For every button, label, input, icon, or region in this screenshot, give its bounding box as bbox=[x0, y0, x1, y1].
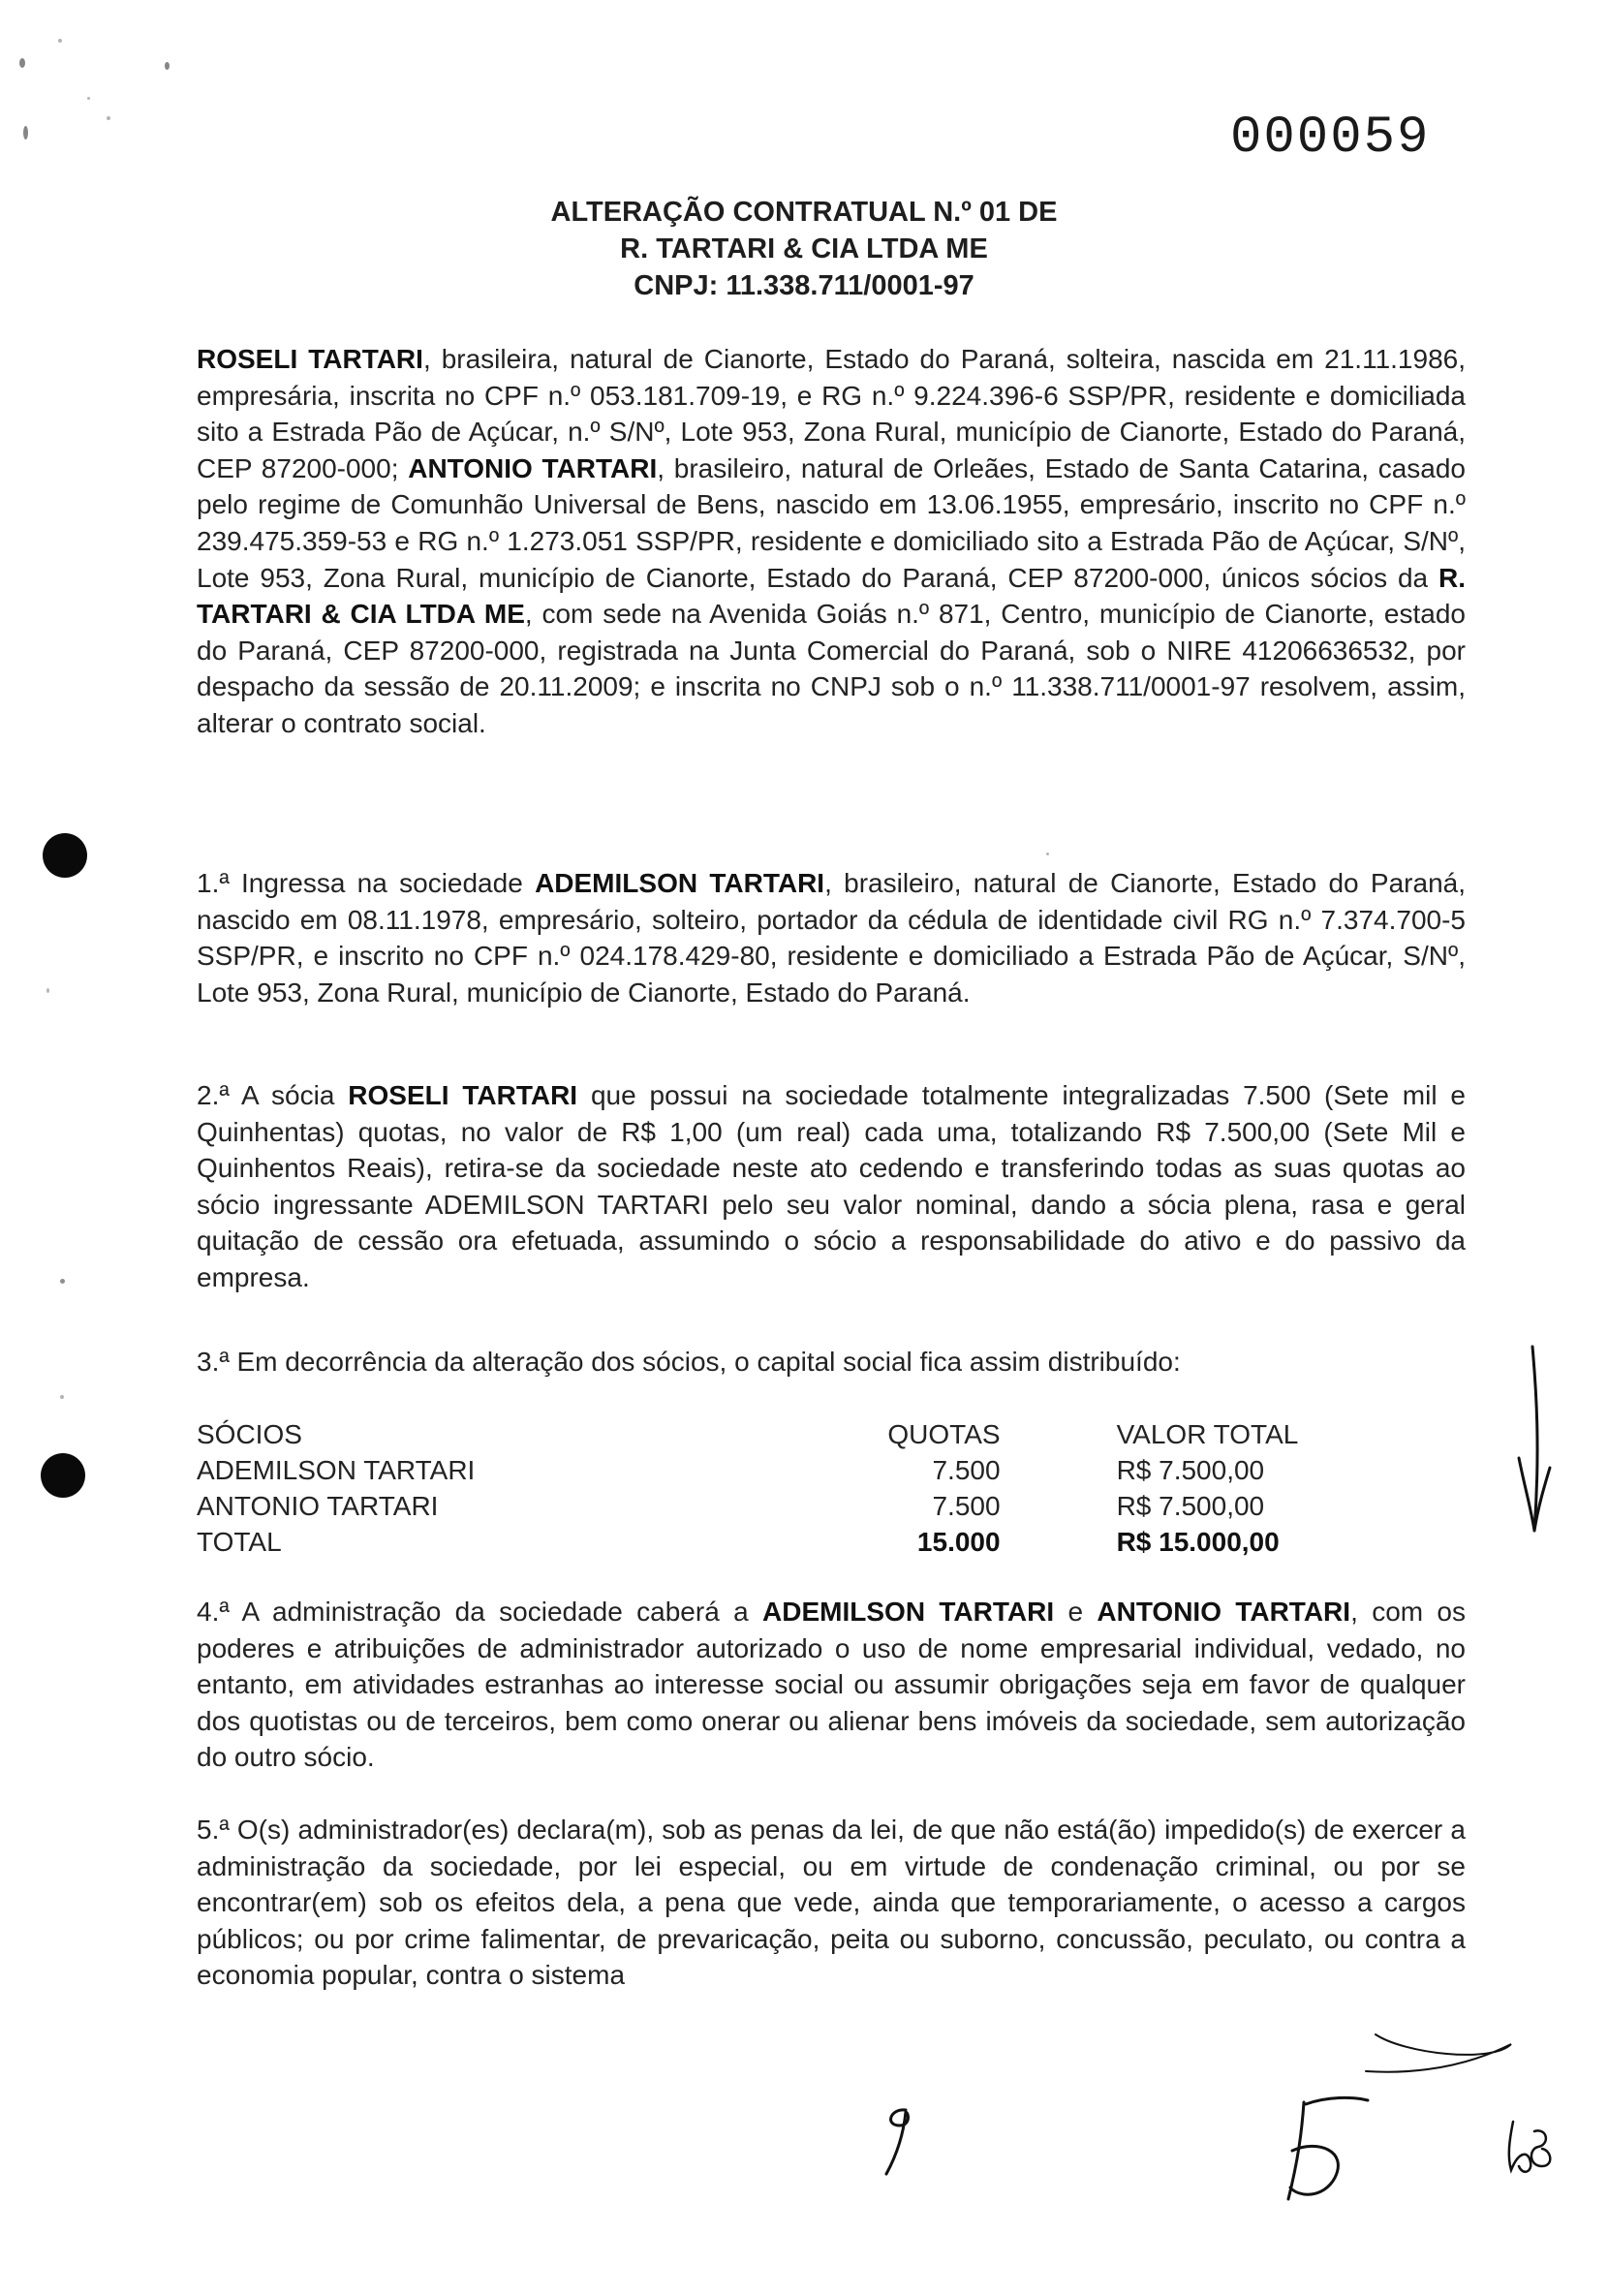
clause-text: , com os poderes e atribuições de administrador autorizado o uso de nome empresarial individual, vedado, no entanto, em atividades estranhas ao interesse social ou assumir obrigações seja em favor de qualquer dos quotistas ou de terceiros, bem como onerar ou alienar bens imóveis da sociedade, sem autorização do outro sócio. bbox=[197, 1597, 1467, 1773]
punch-hole bbox=[43, 833, 87, 878]
partner-name: ROSELI TARTARI bbox=[348, 1080, 578, 1110]
clause-text: A sócia bbox=[229, 1080, 349, 1110]
signature-mark-right bbox=[1259, 2015, 1531, 2209]
intro-paragraph bbox=[197, 341, 1466, 742]
header-cnpj: CNPJ: 11.338.711/0001-97 bbox=[634, 270, 974, 301]
scan-speck bbox=[23, 126, 28, 140]
scan-speck bbox=[1046, 853, 1049, 855]
scan-speck bbox=[107, 116, 110, 120]
clause-number: 2.ª bbox=[197, 1080, 230, 1110]
table-cell: R$ 7.500,00 bbox=[1116, 1454, 1265, 1485]
clause-number: 4.ª bbox=[197, 1597, 230, 1627]
partner-name: ADEMILSON TARTARI bbox=[762, 1597, 1055, 1627]
intro-text: , com sede na Avenida Goiás n.º 871, Centro, município de Cianorte, estado do Paraná, CEP 87200-000, registrada na Junta Comercial do Paraná, sob o NIRE 41206636532, por despacho da sessão de 20.11.2009; e inscrita no CNPJ sob o n.º 11.338.711/0001-97 resolvem, assim, alterar o contrato social. bbox=[197, 599, 1466, 738]
clause-text: Em decorrência da alteração dos sócios, o capital social fica assim distribuído: bbox=[229, 1347, 1181, 1377]
clause-text: O(s) administrador(es) declara(m), sob as penas da lei, de que não está(ão) impedido(s) de exercer a administração da sociedade, por lei especial, ou em virtude de condenação criminal, ou por se encontrar(em) sob os efeitos dela, a pena que vede, ainda que temporariamente, o acesso a cargos públicos; ou por crime falimentar, de prevaricação, peita ou suborno, concussão, peculato, ou contra a economia popular, contra o sistema bbox=[197, 1815, 1466, 1991]
scan-speck bbox=[87, 97, 90, 100]
table-cell: TOTAL bbox=[197, 1526, 282, 1557]
table-cell: 15.000 bbox=[916, 1526, 1001, 1557]
clause-number: 5.ª bbox=[197, 1815, 230, 1845]
scan-speck bbox=[60, 1279, 65, 1284]
document-header bbox=[194, 194, 1414, 304]
clause-number: 1.ª bbox=[197, 868, 230, 898]
scan-speck bbox=[58, 39, 62, 43]
clause-text: que possui na sociedade totalmente integralizadas 7.500 (Sete mil e Quinhentas) quotas, no valor de R$ 1,00 (um real) cada uma, totalizando R$ 7.500,00 (Sete Mil e Quinhentos Reais), retira-se da sociedade neste ato cedendo e transferindo todas as suas quotas ao sócio ingressante ADEMILSON TARTARI pelo seu valor nominal, dando a sócia plena, rasa e geral quitação de cessão ora efetuada, assumindo o sócio a responsabilidade do ativo e do passivo da empresa. bbox=[197, 1080, 1466, 1292]
intro-text: , brasileiro, natural de Orleães, Estado de Santa Catarina, casado pelo regime de Comunhão Universal de Bens, nascido em 13.06.1955, empresário, inscrito no CPF n.º 239.475.359-53 e RG n.º 1.273.051 SSP/PR, residente e domiciliado sito a Estrada Pão de Açúcar, S/Nº, Lote 953, Zona Rural, município de Cianorte, Estado do Paraná, CEP 87200-000, únicos sócios da bbox=[197, 452, 1466, 593]
scan-speck bbox=[60, 1395, 64, 1399]
clause-text: , brasileiro, natural de Cianorte, Estado do Paraná, nascido em 08.11.1978, empresário, solteiro, portador da cédula de identidade civil RG n.º 7.374.700-5 SSP/PR, e inscrito no CPF n.º 024.178.429-80, residente e domiciliado a Estrada Pão de Açúcar, S/Nº, Lote 953, Zona Rural, município de Cianorte, Estado do Paraná. bbox=[197, 868, 1466, 1008]
partner-name: ANTONIO TARTARI bbox=[408, 452, 658, 483]
table-row bbox=[197, 1452, 1466, 1488]
column-header: SÓCIOS bbox=[197, 1418, 302, 1449]
table-cell: R$ 7.500,00 bbox=[1116, 1490, 1265, 1521]
clause-text: Ingressa na sociedade bbox=[229, 868, 536, 898]
rubric-mark-right-margin bbox=[1511, 1342, 1560, 1545]
clause-text: e bbox=[1054, 1597, 1098, 1627]
partner-name: ROSELI TARTARI bbox=[197, 344, 423, 374]
punch-hole bbox=[41, 1453, 85, 1498]
scan-speck bbox=[19, 58, 25, 68]
intro-text: , brasileira, natural de Cianorte, Estado do Paraná, solteira, nascida em 21.11.1986, empresária, inscrita no CPF n.º 053.181.709-19, e RG n.º 9.224.396-6 SSP/PR, residente e domiciliada sito a Estrada Pão de Açúcar, n.º S/Nº, Lote 953, Zona Rural, município de Cianorte, Estado do Paraná, CEP 87200-000; bbox=[197, 344, 1466, 483]
table-cell: ADEMILSON TARTARI bbox=[197, 1454, 476, 1485]
company-name: R. TARTARI & CIA LTDA ME bbox=[197, 562, 1466, 630]
partner-name: ADEMILSON TARTARI bbox=[535, 868, 825, 898]
scan-speck bbox=[165, 62, 170, 70]
column-header: VALOR TOTAL bbox=[1116, 1418, 1299, 1449]
clause-4 bbox=[197, 1594, 1466, 1776]
table-total-row bbox=[197, 1524, 1466, 1560]
table-cell: 7.500 bbox=[932, 1490, 1001, 1521]
clause-3 bbox=[197, 1344, 1466, 1381]
clause-text: A administração da sociedade caberá a bbox=[229, 1597, 763, 1627]
header-company: R. TARTARI & CIA LTDA ME bbox=[620, 233, 988, 264]
table-cell: R$ 15.000,00 bbox=[1116, 1526, 1280, 1557]
clause-number: 3.ª bbox=[197, 1347, 230, 1377]
signature-mark-left bbox=[877, 2102, 925, 2180]
table-cell: ANTONIO TARTARI bbox=[197, 1490, 439, 1521]
capital-distribution-table bbox=[197, 1416, 1466, 1560]
table-header-row bbox=[197, 1416, 1466, 1452]
header-title: ALTERAÇÃO CONTRATUAL N.º 01 DE bbox=[550, 197, 1058, 228]
table-row bbox=[197, 1488, 1466, 1524]
scan-speck bbox=[46, 988, 49, 993]
column-header: QUOTAS bbox=[887, 1418, 1001, 1449]
clause-1 bbox=[197, 865, 1466, 1010]
page-number: 000059 bbox=[1230, 109, 1431, 168]
initials-mark bbox=[1500, 2112, 1558, 2180]
partner-name: ANTONIO TARTARI bbox=[1097, 1597, 1351, 1627]
table-cell: 7.500 bbox=[932, 1454, 1001, 1485]
clause-2 bbox=[197, 1077, 1466, 1296]
clause-5 bbox=[197, 1812, 1466, 1994]
